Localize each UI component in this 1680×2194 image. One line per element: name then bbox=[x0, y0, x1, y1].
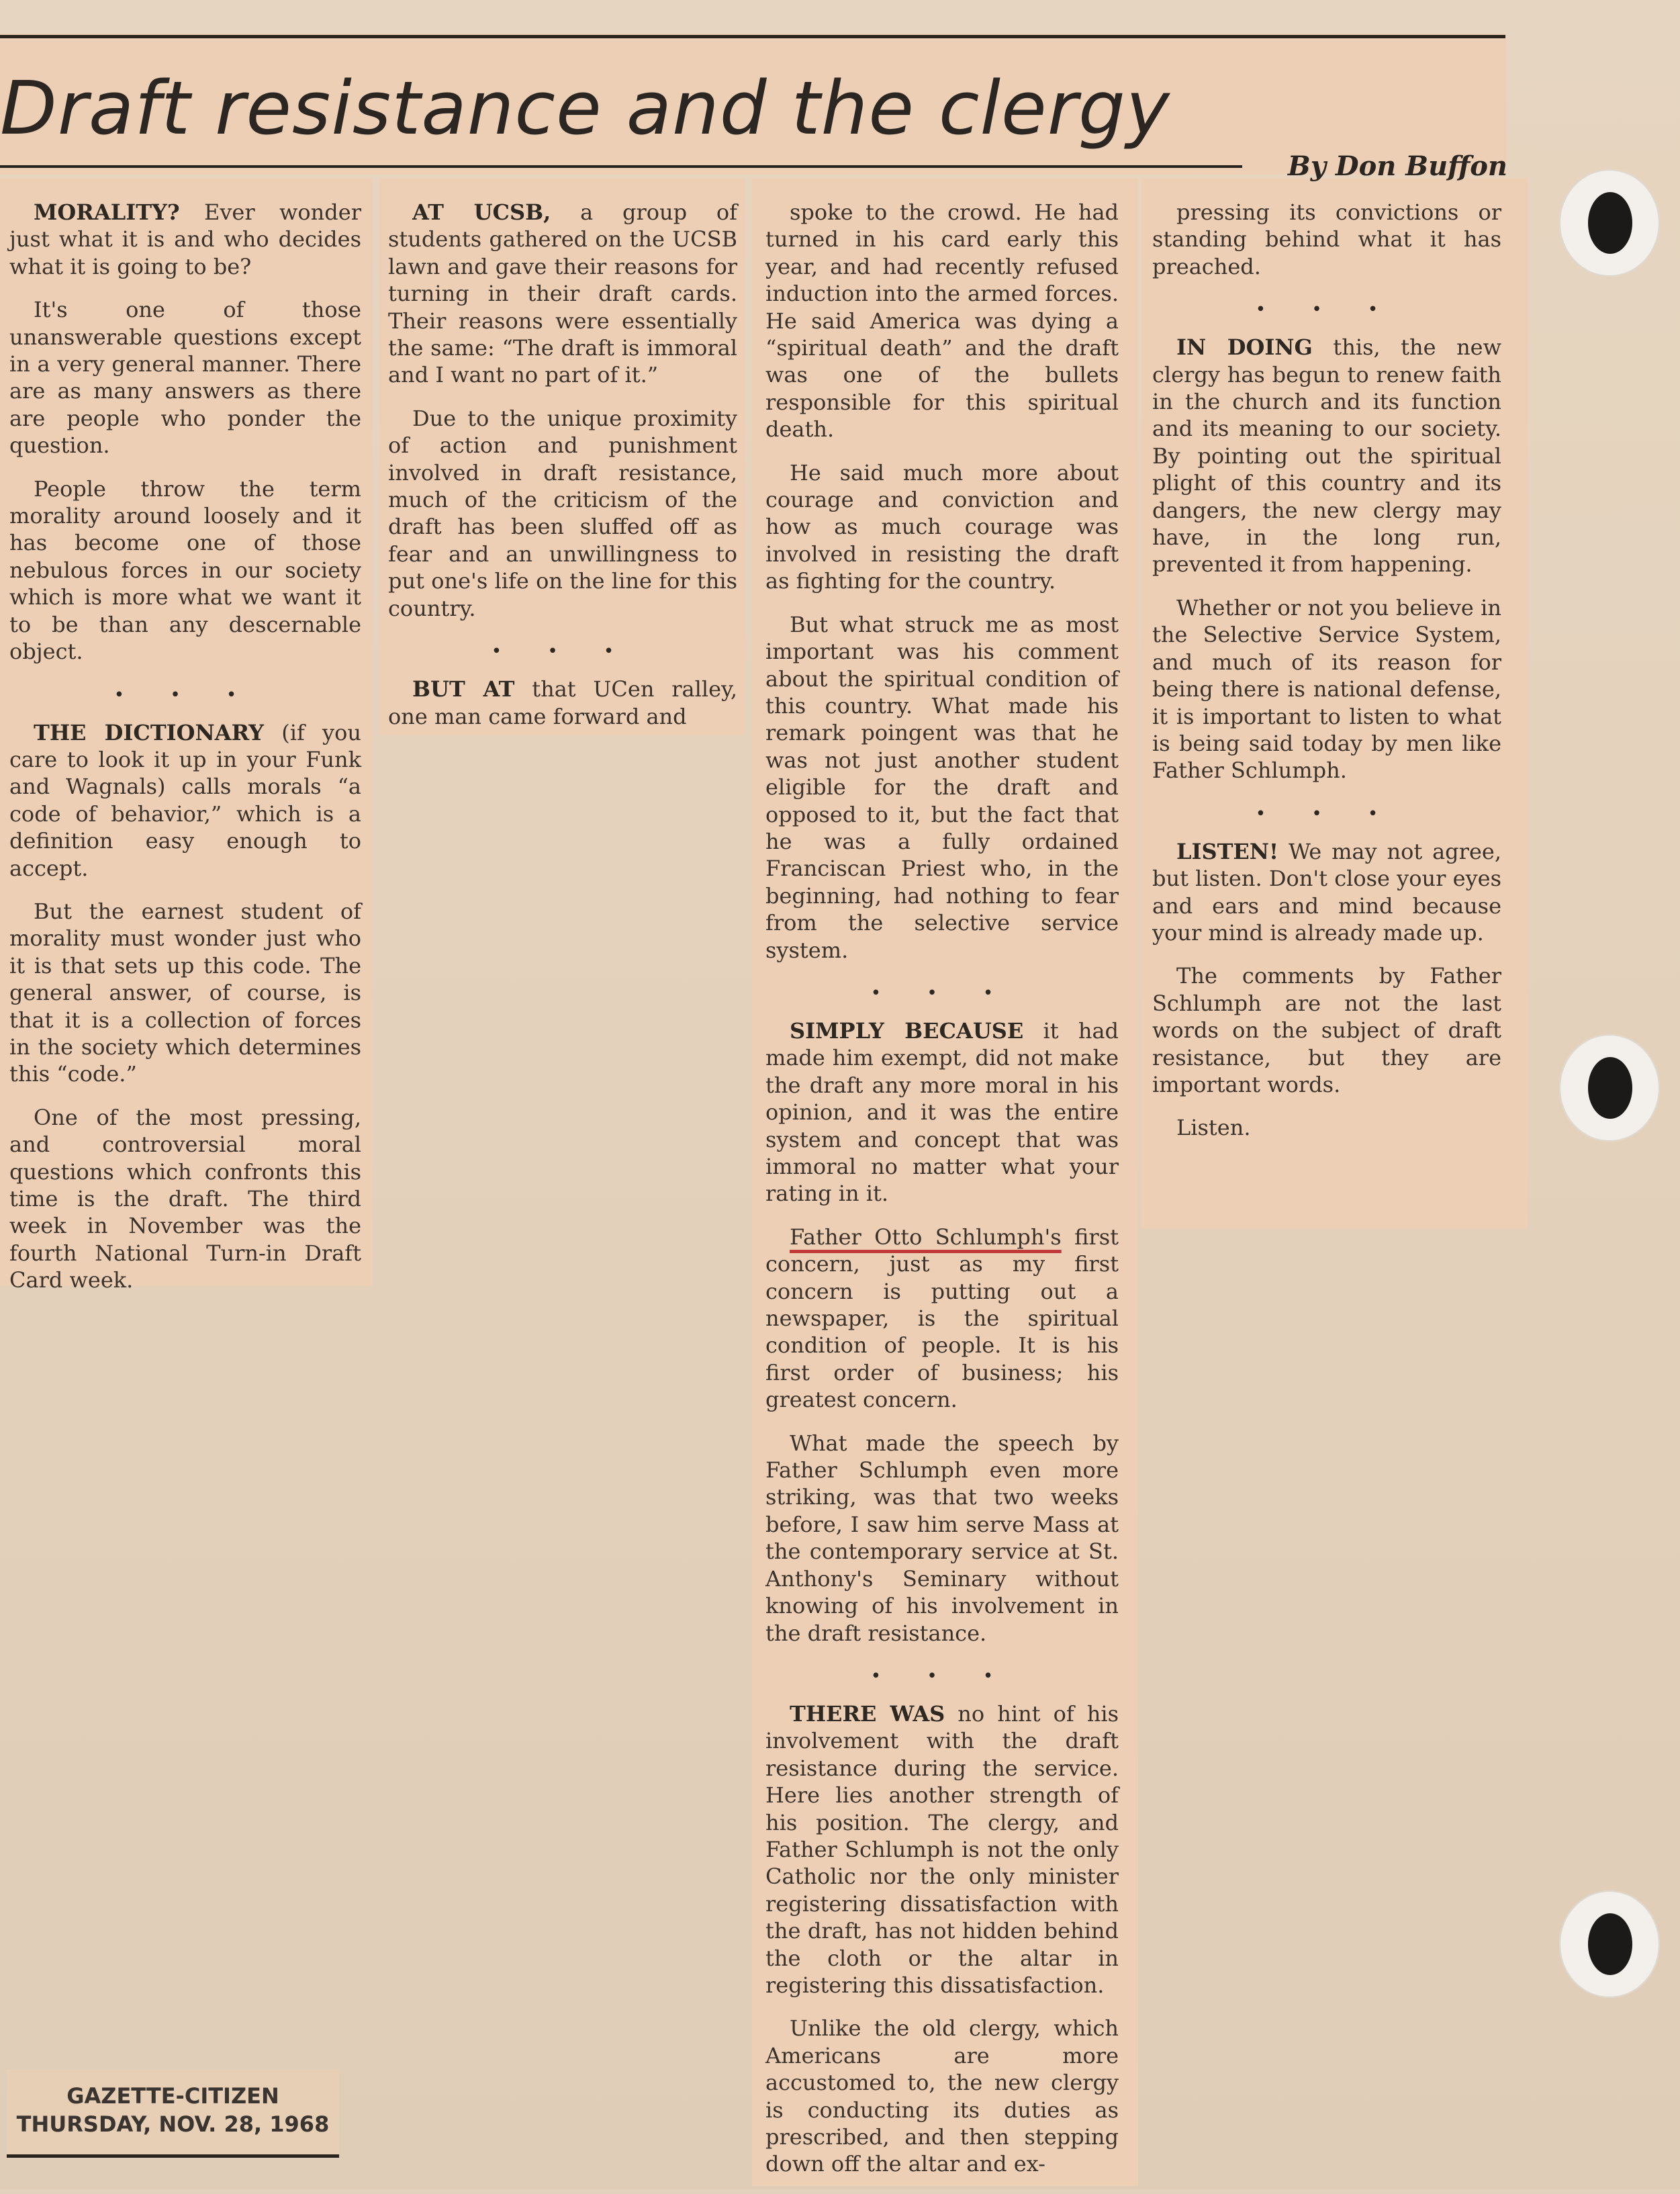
paragraph-text: Due to the unique proximity of action and punishment involved in draft resistance, much of the criticism of the draft has been sluffed off as fear and an unwillingness to put one's life on the line for this country. bbox=[388, 405, 737, 621]
article-paragraph bbox=[1152, 962, 1501, 1098]
paragraph-text: pressing its convictions or standing behind what it has preached. bbox=[1152, 199, 1501, 279]
article-column-1 bbox=[9, 199, 361, 1310]
source-paper: GAZETTE-CITIZEN bbox=[66, 2083, 279, 2109]
paragraph-text: Ever wonder just what it is and who decides what it is going to be? bbox=[9, 199, 361, 279]
paragraph-text: that UCen ralley, one man came forward and bbox=[388, 676, 737, 729]
headline-rule bbox=[0, 165, 1242, 168]
byline: By Don Buffon bbox=[1287, 150, 1507, 182]
section-separator: • • • bbox=[1255, 300, 1399, 320]
paragraph-text: We may not agree, but listen. Don't close your eyes and ears and mind because your mind is already made up. bbox=[1152, 838, 1501, 946]
article-paragraph bbox=[1152, 334, 1501, 578]
source-date: THURSDAY, NOV. 28, 1968 bbox=[16, 2111, 330, 2137]
article-paragraph bbox=[765, 199, 1119, 443]
paragraph-text: He said much more about courage and conviction and how as much courage was involved in resisting the draft as fighting for the country. bbox=[765, 459, 1119, 594]
article-paragraph bbox=[388, 199, 737, 389]
paragraph-lead-in: BUT AT bbox=[412, 676, 515, 702]
paragraph-text: But what struck me as most important was his comment about the spiritual condition of this country. What made his remark poingent was that he was not just another student eligible for the draft and opposed to it, but the fact that he was a fully ordained Franciscan Priest who, in the beginning, had nothing to fear from the selective service system. bbox=[765, 611, 1119, 963]
paragraph-text: Unlike the old clergy, which Americans are more accustomed to, the new clergy is conducting its duties as prescribed, and then stepping down off the altar and ex- bbox=[765, 2015, 1119, 2177]
article-paragraph bbox=[765, 2015, 1119, 2177]
binder-hole-bottom bbox=[1559, 1890, 1660, 1998]
article-paragraph bbox=[765, 611, 1119, 964]
paragraph-text: spoke to the crowd. He had turned in his card early this year, and had recently refused induction into the armed forces. He said America was dying a “spiritual death” and the draft was one of the bullets responsible for this spiritual death. bbox=[765, 199, 1119, 443]
paragraph-lead-in: THE DICTIONARY bbox=[34, 719, 265, 745]
hole-center bbox=[1588, 1913, 1632, 1975]
paragraph-text: But the earnest student of morality must wonder just who it is that sets up this code. The general answer, of course, is that it is a collection of forces in the society which determines this “code.” bbox=[9, 898, 361, 1087]
paragraph-text: It's one of those unanswerable questions except in a very general manner. There are as many answers as there are people who ponder the question. bbox=[9, 297, 361, 459]
article-paragraph bbox=[388, 405, 737, 622]
paragraph-text: a group of students gathered on the UCSB lawn and gave their reasons for turning in their draft cards. Their reasons were essentially the same: “The draft is immoral and I want no part of it.” bbox=[388, 199, 738, 388]
hole-center bbox=[1588, 1057, 1632, 1119]
paragraph-text: it had made him exempt, did not make the draft any more moral in his opinion, and it was the entire system and concept that was immoral no matter what your rating in it. bbox=[765, 1017, 1119, 1207]
hole-center bbox=[1588, 192, 1632, 254]
paragraph-text: The comments by Father Schlumph are not the last words on the subject of draft resistance, but they are important words. bbox=[1152, 963, 1501, 1097]
paragraph-text: no hint of his involvement with the draft resistance during the service. Here lies another strength of his position. The clergy, and Father Schlumph is not the only Catholic nor the only minister registering dissatisfaction with the draft, has not hidden behind the cloth or the altar in registering this dissatisfaction. bbox=[765, 1700, 1119, 1998]
paragraph-text: this, the new clergy has begun to renew faith in the church and its function and its meaning to our society. By pointing out the spiritual plight of this country and its dangers, the new clergy may have, in the long run, prevented it from happening. bbox=[1152, 334, 1501, 578]
article-paragraph bbox=[765, 1430, 1119, 1647]
section-separator: • • • bbox=[113, 684, 257, 705]
paragraph-text: first concern, just as my first concern is putting out a newspaper, is the spiritual condition of people. It is his first order of business; his greatest concern. bbox=[765, 1224, 1119, 1413]
article-paragraph bbox=[9, 475, 361, 666]
paragraph-text: What made the speech by Father Schlumph even more striking, was that two weeks before, I saw him serve Mass at the contemporary service at St. Anthony's Seminary without knowing of his involvement in the draft resistance. bbox=[765, 1430, 1119, 1646]
article-paragraph bbox=[9, 296, 361, 459]
article-paragraph bbox=[765, 1017, 1119, 1207]
paragraph-text: One of the most pressing, and controversial moral questions which confronts this time is the draft. The third week in November was the fourth National Turn-in Draft Card week. bbox=[9, 1104, 361, 1293]
binder-hole-middle bbox=[1559, 1034, 1660, 1142]
section-separator: • • • bbox=[1255, 803, 1399, 824]
paragraph-lead-in: MORALITY? bbox=[34, 199, 180, 225]
paragraph-lead-in: SIMPLY BECAUSE bbox=[790, 1017, 1024, 1044]
source-box bbox=[7, 2070, 339, 2158]
paragraph-lead-in: IN DOING bbox=[1176, 334, 1313, 361]
paragraph-lead-in: AT UCSB, bbox=[412, 199, 551, 225]
article-column-2 bbox=[388, 199, 737, 746]
article-paragraph bbox=[9, 1104, 361, 1294]
paragraph-text: People throw the term morality around loosely and it has become one of those nebulous forces in our society which is more what we want it to be than any descernable object. bbox=[9, 475, 361, 665]
top-rule bbox=[0, 35, 1505, 38]
binder-hole-top bbox=[1559, 169, 1660, 277]
section-separator: • • • bbox=[491, 641, 635, 662]
article-paragraph bbox=[9, 898, 361, 1088]
article-paragraph bbox=[1152, 1114, 1501, 1141]
article-paragraph bbox=[765, 1224, 1119, 1414]
article-paragraph bbox=[765, 1700, 1119, 1999]
paragraph-text: Listen. bbox=[1176, 1115, 1251, 1141]
article-paragraph bbox=[9, 719, 361, 882]
paragraph-lead-in: LISTEN! bbox=[1176, 838, 1279, 864]
article-paragraph bbox=[1152, 199, 1501, 280]
section-separator: • • • bbox=[870, 1665, 1014, 1686]
section-separator: • • • bbox=[870, 982, 1014, 1003]
headline: Draft resistance and the clergy bbox=[0, 65, 1170, 151]
article-paragraph bbox=[1152, 594, 1501, 784]
article-paragraph bbox=[388, 676, 737, 730]
article-paragraph bbox=[9, 199, 361, 280]
article-paragraph bbox=[1152, 838, 1501, 947]
article-column-3 bbox=[765, 199, 1119, 2194]
paragraph-text: (if you care to look it up in your Funk and Wagnals) calls morals “a code of behavior,” which is a definition easy enough to accept. bbox=[9, 719, 361, 881]
article-column-4 bbox=[1152, 199, 1501, 1158]
article-paragraph bbox=[765, 459, 1119, 595]
paragraph-text: Whether or not you believe in the Selective Service System, and much of its reason for being there is national defense, it is important to listen to what is being said today by men like Father Schlumph. bbox=[1152, 594, 1501, 784]
paragraph-lead-in: THERE WAS bbox=[790, 1700, 945, 1727]
underlined-name: Father Otto Schlumph's bbox=[790, 1224, 1062, 1250]
